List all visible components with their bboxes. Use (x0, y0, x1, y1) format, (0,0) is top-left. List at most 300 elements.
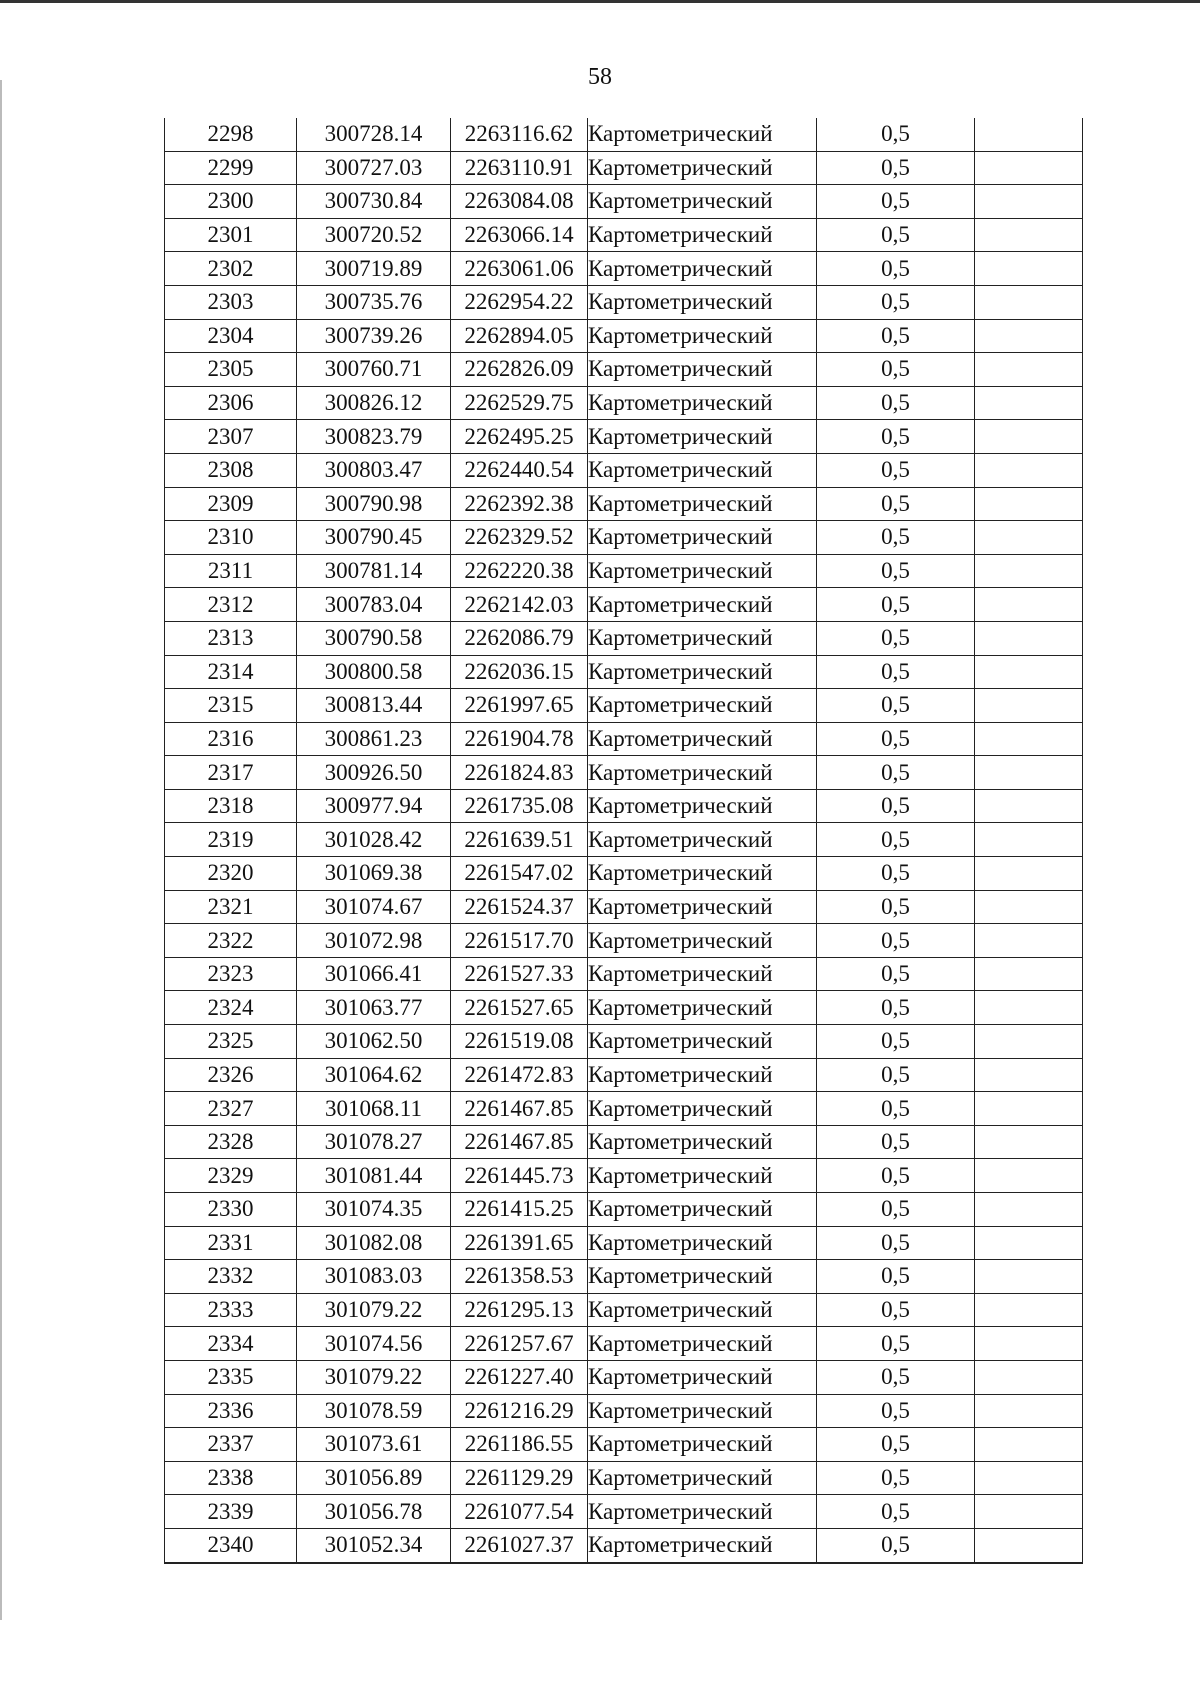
method-cell: Картометрический (588, 218, 817, 252)
table-row (165, 1025, 1083, 1059)
y-coordinate-cell: 2262954.22 (451, 285, 588, 319)
method-cell: Картометрический (588, 1058, 817, 1092)
method-cell: Картометрический (588, 924, 817, 958)
note-cell (975, 1092, 1083, 1126)
precision-cell: 0,5 (817, 957, 975, 991)
point-number-cell: 2337 (165, 1428, 297, 1462)
method-cell: Картометрический (588, 756, 817, 790)
x-coordinate-cell: 301083.03 (297, 1260, 451, 1294)
method-cell: Картометрический (588, 118, 817, 151)
y-coordinate-cell: 2261467.85 (451, 1125, 588, 1159)
point-number-cell: 2340 (165, 1528, 297, 1562)
method-cell: Картометрический (588, 1125, 817, 1159)
y-coordinate-cell: 2261524.37 (451, 890, 588, 924)
table-row (165, 655, 1083, 689)
point-number-cell: 2319 (165, 823, 297, 857)
y-coordinate-cell: 2261445.73 (451, 1159, 588, 1193)
table-row (165, 420, 1083, 454)
point-number-cell: 2314 (165, 655, 297, 689)
point-number-cell: 2325 (165, 1025, 297, 1059)
precision-cell: 0,5 (817, 1394, 975, 1428)
precision-cell: 0,5 (817, 1327, 975, 1361)
precision-cell: 0,5 (817, 722, 975, 756)
y-coordinate-cell: 2262086.79 (451, 621, 588, 655)
precision-cell: 0,5 (817, 353, 975, 387)
point-number-cell: 2335 (165, 1360, 297, 1394)
note-cell (975, 1327, 1083, 1361)
y-coordinate-cell: 2261735.08 (451, 789, 588, 823)
y-coordinate-cell: 2261527.33 (451, 957, 588, 991)
note-cell (975, 588, 1083, 622)
precision-cell: 0,5 (817, 991, 975, 1025)
table-row (165, 554, 1083, 588)
method-cell: Картометрический (588, 689, 817, 723)
precision-cell: 0,5 (817, 218, 975, 252)
x-coordinate-cell: 300783.04 (297, 588, 451, 622)
method-cell: Картометрический (588, 285, 817, 319)
y-coordinate-cell: 2261257.67 (451, 1327, 588, 1361)
y-coordinate-cell: 2261904.78 (451, 722, 588, 756)
y-coordinate-cell: 2261517.70 (451, 924, 588, 958)
point-number-cell: 2316 (165, 722, 297, 756)
method-cell: Картометрический (588, 722, 817, 756)
precision-cell: 0,5 (817, 1159, 975, 1193)
precision-cell: 0,5 (817, 386, 975, 420)
y-coordinate-cell: 2261472.83 (451, 1058, 588, 1092)
method-cell: Картометрический (588, 1092, 817, 1126)
note-cell (975, 890, 1083, 924)
precision-cell: 0,5 (817, 789, 975, 823)
point-number-cell: 2339 (165, 1495, 297, 1529)
x-coordinate-cell: 300861.23 (297, 722, 451, 756)
point-number-cell: 2324 (165, 991, 297, 1025)
x-coordinate-cell: 301074.67 (297, 890, 451, 924)
x-coordinate-cell: 300790.58 (297, 621, 451, 655)
method-cell: Картометрический (588, 991, 817, 1025)
point-number-cell: 2313 (165, 621, 297, 655)
y-coordinate-cell: 2261527.65 (451, 991, 588, 1025)
precision-cell: 0,5 (817, 285, 975, 319)
precision-cell: 0,5 (817, 252, 975, 286)
y-coordinate-cell: 2262036.15 (451, 655, 588, 689)
point-number-cell: 2302 (165, 252, 297, 286)
note-cell (975, 118, 1083, 151)
y-coordinate-cell: 2263066.14 (451, 218, 588, 252)
method-cell: Картометрический (588, 1193, 817, 1227)
point-number-cell: 2336 (165, 1394, 297, 1428)
table-row (165, 1428, 1083, 1462)
method-cell: Картометрический (588, 1428, 817, 1462)
table-row (165, 1394, 1083, 1428)
table-row (165, 957, 1083, 991)
note-cell (975, 1193, 1083, 1227)
method-cell: Картометрический (588, 1159, 817, 1193)
point-number-cell: 2322 (165, 924, 297, 958)
y-coordinate-cell: 2261467.85 (451, 1092, 588, 1126)
point-number-cell: 2299 (165, 151, 297, 185)
note-cell (975, 1293, 1083, 1327)
method-cell: Картометрический (588, 1293, 817, 1327)
x-coordinate-cell: 300803.47 (297, 453, 451, 487)
table-row (165, 924, 1083, 958)
table-row (165, 1327, 1083, 1361)
precision-cell: 0,5 (817, 554, 975, 588)
x-coordinate-cell: 300735.76 (297, 285, 451, 319)
note-cell (975, 957, 1083, 991)
x-coordinate-cell: 301056.89 (297, 1461, 451, 1495)
note-cell (975, 1125, 1083, 1159)
table-row (165, 588, 1083, 622)
point-number-cell: 2333 (165, 1293, 297, 1327)
point-number-cell: 2300 (165, 185, 297, 219)
y-coordinate-cell: 2263116.62 (451, 118, 588, 151)
x-coordinate-cell: 300720.52 (297, 218, 451, 252)
point-number-cell: 2327 (165, 1092, 297, 1126)
note-cell (975, 521, 1083, 555)
x-coordinate-cell: 300760.71 (297, 353, 451, 387)
precision-cell: 0,5 (817, 487, 975, 521)
table-row (165, 1293, 1083, 1327)
y-coordinate-cell: 2261358.53 (451, 1260, 588, 1294)
x-coordinate-cell: 300727.03 (297, 151, 451, 185)
table-row (165, 1226, 1083, 1260)
y-coordinate-cell: 2262495.25 (451, 420, 588, 454)
x-coordinate-cell: 300790.98 (297, 487, 451, 521)
note-cell (975, 319, 1083, 353)
note-cell (975, 1058, 1083, 1092)
table-row (165, 1461, 1083, 1495)
page-number: 58 (588, 64, 612, 90)
y-coordinate-cell: 2261415.25 (451, 1193, 588, 1227)
method-cell: Картометрический (588, 823, 817, 857)
x-coordinate-cell: 301072.98 (297, 924, 451, 958)
method-cell: Картометрический (588, 319, 817, 353)
note-cell (975, 487, 1083, 521)
y-coordinate-cell: 2261186.55 (451, 1428, 588, 1462)
table-row (165, 689, 1083, 723)
y-coordinate-cell: 2262392.38 (451, 487, 588, 521)
y-coordinate-cell: 2261027.37 (451, 1528, 588, 1562)
precision-cell: 0,5 (817, 857, 975, 891)
table-row (165, 319, 1083, 353)
note-cell (975, 789, 1083, 823)
y-coordinate-cell: 2261519.08 (451, 1025, 588, 1059)
table-row (165, 857, 1083, 891)
note-cell (975, 991, 1083, 1025)
note-cell (975, 1159, 1083, 1193)
table-row (165, 218, 1083, 252)
method-cell: Картометрический (588, 890, 817, 924)
coordinates-table (164, 118, 1083, 1564)
point-number-cell: 2331 (165, 1226, 297, 1260)
x-coordinate-cell: 301079.22 (297, 1360, 451, 1394)
table-row (165, 1058, 1083, 1092)
y-coordinate-cell: 2261295.13 (451, 1293, 588, 1327)
point-number-cell: 2305 (165, 353, 297, 387)
precision-cell: 0,5 (817, 1293, 975, 1327)
y-coordinate-cell: 2263061.06 (451, 252, 588, 286)
table-row (165, 1092, 1083, 1126)
table-row (165, 487, 1083, 521)
point-number-cell: 2310 (165, 521, 297, 555)
method-cell: Картометрический (588, 1260, 817, 1294)
method-cell: Картометрический (588, 353, 817, 387)
precision-cell: 0,5 (817, 756, 975, 790)
x-coordinate-cell: 301078.59 (297, 1394, 451, 1428)
precision-cell: 0,5 (817, 621, 975, 655)
method-cell: Картометрический (588, 252, 817, 286)
method-cell: Картометрический (588, 857, 817, 891)
precision-cell: 0,5 (817, 521, 975, 555)
x-coordinate-cell: 301073.61 (297, 1428, 451, 1462)
x-coordinate-cell: 300826.12 (297, 386, 451, 420)
note-cell (975, 1461, 1083, 1495)
note-cell (975, 1528, 1083, 1562)
table-row (165, 1528, 1083, 1562)
note-cell (975, 1495, 1083, 1529)
point-number-cell: 2318 (165, 789, 297, 823)
table-row (165, 756, 1083, 790)
precision-cell: 0,5 (817, 1495, 975, 1529)
precision-cell: 0,5 (817, 1193, 975, 1227)
note-cell (975, 1394, 1083, 1428)
x-coordinate-cell: 301079.22 (297, 1293, 451, 1327)
precision-cell: 0,5 (817, 1428, 975, 1462)
x-coordinate-cell: 300977.94 (297, 789, 451, 823)
y-coordinate-cell: 2261547.02 (451, 857, 588, 891)
note-cell (975, 756, 1083, 790)
method-cell: Картометрический (588, 655, 817, 689)
method-cell: Картометрический (588, 487, 817, 521)
precision-cell: 0,5 (817, 1025, 975, 1059)
scan-left-edge (0, 80, 2, 1620)
table-row (165, 621, 1083, 655)
method-cell: Картометрический (588, 1495, 817, 1529)
point-number-cell: 2311 (165, 554, 297, 588)
table-row (165, 1495, 1083, 1529)
note-cell (975, 857, 1083, 891)
note-cell (975, 386, 1083, 420)
method-cell: Картометрический (588, 1327, 817, 1361)
precision-cell: 0,5 (817, 1528, 975, 1562)
point-number-cell: 2332 (165, 1260, 297, 1294)
y-coordinate-cell: 2262329.52 (451, 521, 588, 555)
x-coordinate-cell: 301063.77 (297, 991, 451, 1025)
x-coordinate-cell: 301082.08 (297, 1226, 451, 1260)
x-coordinate-cell: 301066.41 (297, 957, 451, 991)
precision-cell: 0,5 (817, 655, 975, 689)
point-number-cell: 2320 (165, 857, 297, 891)
coordinates-table-body (165, 118, 1083, 1563)
method-cell: Картометрический (588, 554, 817, 588)
note-cell (975, 151, 1083, 185)
method-cell: Картометрический (588, 1528, 817, 1562)
method-cell: Картометрический (588, 151, 817, 185)
y-coordinate-cell: 2261129.29 (451, 1461, 588, 1495)
note-cell (975, 1360, 1083, 1394)
note-cell (975, 823, 1083, 857)
table-row (165, 890, 1083, 924)
note-cell (975, 185, 1083, 219)
precision-cell: 0,5 (817, 1058, 975, 1092)
y-coordinate-cell: 2262529.75 (451, 386, 588, 420)
y-coordinate-cell: 2262894.05 (451, 319, 588, 353)
x-coordinate-cell: 301074.56 (297, 1327, 451, 1361)
note-cell (975, 621, 1083, 655)
precision-cell: 0,5 (817, 319, 975, 353)
table-row (165, 521, 1083, 555)
scan-top-border (0, 0, 1200, 3)
method-cell: Картометрический (588, 1394, 817, 1428)
method-cell: Картометрический (588, 1461, 817, 1495)
method-cell: Картометрический (588, 453, 817, 487)
y-coordinate-cell: 2262440.54 (451, 453, 588, 487)
y-coordinate-cell: 2261077.54 (451, 1495, 588, 1529)
y-coordinate-cell: 2262220.38 (451, 554, 588, 588)
note-cell (975, 1428, 1083, 1462)
point-number-cell: 2315 (165, 689, 297, 723)
precision-cell: 0,5 (817, 890, 975, 924)
y-coordinate-cell: 2263084.08 (451, 185, 588, 219)
table-row (165, 1193, 1083, 1227)
x-coordinate-cell: 300800.58 (297, 655, 451, 689)
table-row (165, 789, 1083, 823)
table-row (165, 185, 1083, 219)
y-coordinate-cell: 2261216.29 (451, 1394, 588, 1428)
precision-cell: 0,5 (817, 588, 975, 622)
y-coordinate-cell: 2261391.65 (451, 1226, 588, 1260)
table-row (165, 1360, 1083, 1394)
x-coordinate-cell: 301078.27 (297, 1125, 451, 1159)
x-coordinate-cell: 300790.45 (297, 521, 451, 555)
y-coordinate-cell: 2261997.65 (451, 689, 588, 723)
y-coordinate-cell: 2261639.51 (451, 823, 588, 857)
precision-cell: 0,5 (817, 689, 975, 723)
table-row (165, 118, 1083, 151)
table-row (165, 151, 1083, 185)
note-cell (975, 252, 1083, 286)
point-number-cell: 2304 (165, 319, 297, 353)
y-coordinate-cell: 2262826.09 (451, 353, 588, 387)
method-cell: Картометрический (588, 789, 817, 823)
method-cell: Картометрический (588, 521, 817, 555)
precision-cell: 0,5 (817, 1125, 975, 1159)
point-number-cell: 2306 (165, 386, 297, 420)
precision-cell: 0,5 (817, 1260, 975, 1294)
table-row (165, 353, 1083, 387)
precision-cell: 0,5 (817, 823, 975, 857)
method-cell: Картометрический (588, 420, 817, 454)
x-coordinate-cell: 301074.35 (297, 1193, 451, 1227)
method-cell: Картометрический (588, 1025, 817, 1059)
precision-cell: 0,5 (817, 1360, 975, 1394)
precision-cell: 0,5 (817, 453, 975, 487)
method-cell: Картометрический (588, 957, 817, 991)
note-cell (975, 1260, 1083, 1294)
precision-cell: 0,5 (817, 118, 975, 151)
table-row (165, 991, 1083, 1025)
x-coordinate-cell: 300926.50 (297, 756, 451, 790)
point-number-cell: 2301 (165, 218, 297, 252)
point-number-cell: 2330 (165, 1193, 297, 1227)
precision-cell: 0,5 (817, 185, 975, 219)
table-row (165, 285, 1083, 319)
method-cell: Картометрический (588, 588, 817, 622)
method-cell: Картометрический (588, 621, 817, 655)
table-row (165, 722, 1083, 756)
x-coordinate-cell: 300730.84 (297, 185, 451, 219)
note-cell (975, 1226, 1083, 1260)
x-coordinate-cell: 301062.50 (297, 1025, 451, 1059)
x-coordinate-cell: 300781.14 (297, 554, 451, 588)
x-coordinate-cell: 301069.38 (297, 857, 451, 891)
precision-cell: 0,5 (817, 924, 975, 958)
point-number-cell: 2312 (165, 588, 297, 622)
method-cell: Картометрический (588, 386, 817, 420)
point-number-cell: 2298 (165, 118, 297, 151)
x-coordinate-cell: 300813.44 (297, 689, 451, 723)
point-number-cell: 2329 (165, 1159, 297, 1193)
x-coordinate-cell: 301028.42 (297, 823, 451, 857)
note-cell (975, 554, 1083, 588)
point-number-cell: 2338 (165, 1461, 297, 1495)
point-number-cell: 2334 (165, 1327, 297, 1361)
method-cell: Картометрический (588, 1360, 817, 1394)
table-row (165, 823, 1083, 857)
precision-cell: 0,5 (817, 1461, 975, 1495)
y-coordinate-cell: 2261227.40 (451, 1360, 588, 1394)
note-cell (975, 722, 1083, 756)
note-cell (975, 453, 1083, 487)
method-cell: Картометрический (588, 1226, 817, 1260)
y-coordinate-cell: 2261824.83 (451, 756, 588, 790)
table-row (165, 1159, 1083, 1193)
point-number-cell: 2321 (165, 890, 297, 924)
precision-cell: 0,5 (817, 1092, 975, 1126)
x-coordinate-cell: 301068.11 (297, 1092, 451, 1126)
point-number-cell: 2317 (165, 756, 297, 790)
point-number-cell: 2303 (165, 285, 297, 319)
table-row (165, 1125, 1083, 1159)
precision-cell: 0,5 (817, 151, 975, 185)
x-coordinate-cell: 301081.44 (297, 1159, 451, 1193)
x-coordinate-cell: 300739.26 (297, 319, 451, 353)
note-cell (975, 218, 1083, 252)
note-cell (975, 1025, 1083, 1059)
point-number-cell: 2326 (165, 1058, 297, 1092)
point-number-cell: 2309 (165, 487, 297, 521)
note-cell (975, 353, 1083, 387)
precision-cell: 0,5 (817, 1226, 975, 1260)
method-cell: Картометрический (588, 185, 817, 219)
table-row (165, 386, 1083, 420)
note-cell (975, 420, 1083, 454)
table-row (165, 453, 1083, 487)
precision-cell: 0,5 (817, 420, 975, 454)
x-coordinate-cell: 300823.79 (297, 420, 451, 454)
x-coordinate-cell: 301056.78 (297, 1495, 451, 1529)
x-coordinate-cell: 301052.34 (297, 1528, 451, 1562)
point-number-cell: 2308 (165, 453, 297, 487)
note-cell (975, 924, 1083, 958)
y-coordinate-cell: 2262142.03 (451, 588, 588, 622)
table-row (165, 252, 1083, 286)
note-cell (975, 285, 1083, 319)
point-number-cell: 2323 (165, 957, 297, 991)
x-coordinate-cell: 301064.62 (297, 1058, 451, 1092)
x-coordinate-cell: 300719.89 (297, 252, 451, 286)
y-coordinate-cell: 2263110.91 (451, 151, 588, 185)
